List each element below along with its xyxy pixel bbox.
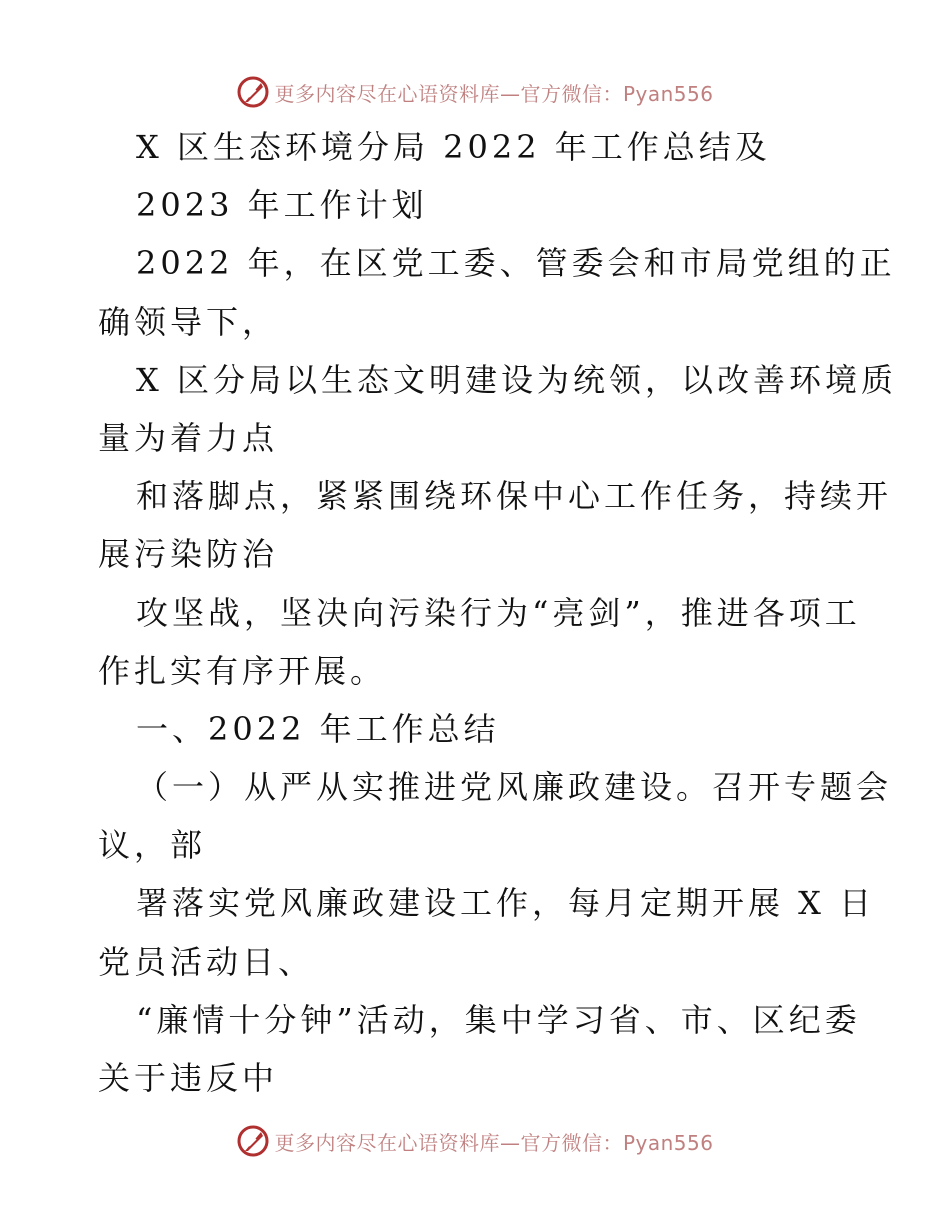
text-line: 议，部 (98, 826, 207, 865)
text-line: 和落脚点，紧紧围绕环保中心工作任务，持续开 (136, 477, 893, 516)
feather-pen-circle-icon (236, 75, 270, 109)
text-line: 关于违反中 (98, 1059, 279, 1097)
watermark-text: 更多内容尽在心语资料库—官方微信：Pyan556 (274, 81, 714, 106)
header-watermark-banner (0, 72, 950, 112)
text-line: 确领导下， (98, 302, 279, 341)
document-body (98, 118, 897, 1107)
text-line: X 区生态环境分局 2022 年工作总结及 (136, 128, 771, 166)
watermark-text: 更多内容尽在心语资料库—官方微信：Pyan556 (274, 1130, 714, 1155)
feather-pen-circle-icon (236, 1124, 270, 1158)
text-line: 作扎实有序开展。 (98, 651, 387, 690)
text-line: 2023 年工作计划 (136, 186, 428, 225)
text-line: （一）从严从实推进党风廉政建设。召开专题会 (136, 768, 893, 807)
text-line: 量为着力点 (98, 418, 279, 457)
text-line: 展污染防治 (98, 535, 279, 574)
text-line: 攻坚战，坚决向污染行为“亮剑”，推进各项工 (136, 593, 861, 632)
section-heading: 一、2022 年工作总结 (136, 709, 500, 748)
text-line: X 区分局以生态文明建设为统领，以改善环境质 (136, 360, 897, 399)
footer-watermark-banner (0, 1121, 950, 1161)
text-line: “廉情十分钟”活动，集中学习省、市、区纪委 (136, 1000, 861, 1039)
text-line: 署落实党风廉政建设工作，每月定期开展 X 日 (136, 884, 876, 923)
text-line: 党员活动日、 (98, 942, 315, 981)
text-line: 2022 年，在区党工委、管委会和市局党组的正 (136, 244, 896, 283)
